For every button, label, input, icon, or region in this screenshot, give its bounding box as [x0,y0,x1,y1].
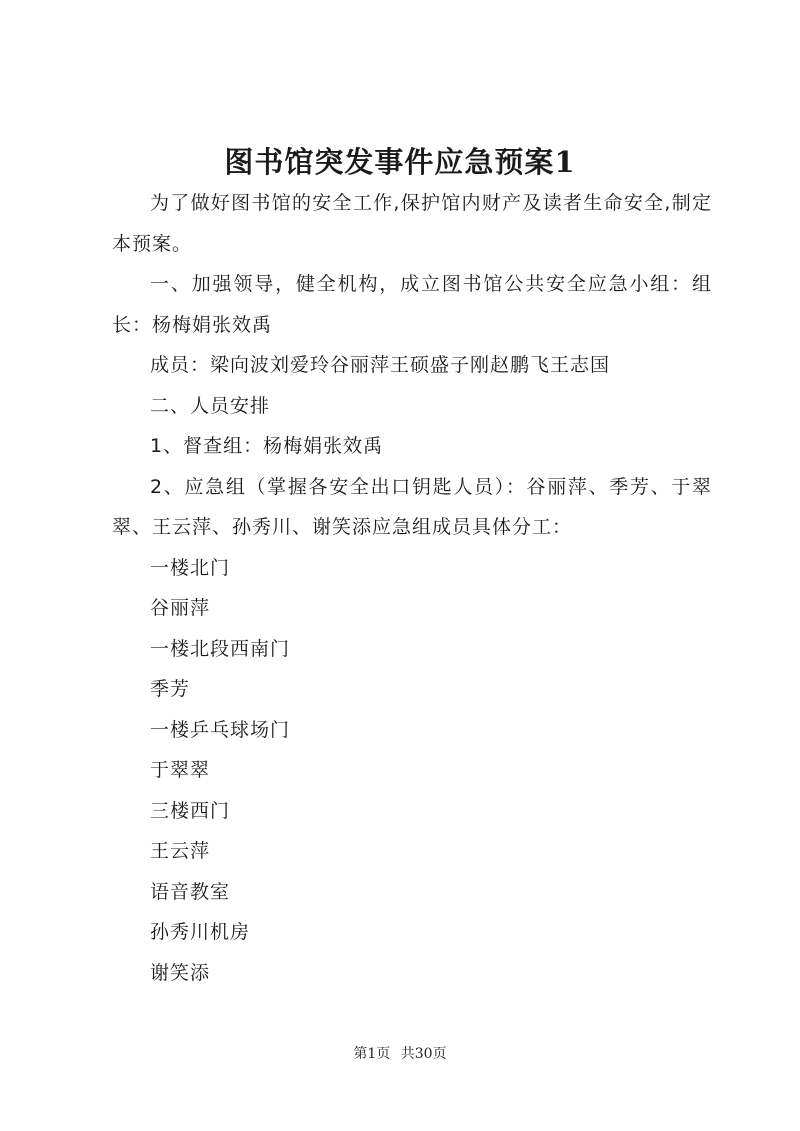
paragraph-intro: 为了做好图书馆的安全工作,保护馆内财产及读者生命安全,制定本预案。 [112,192,712,255]
paragraph-section-staffing: 二、人员安排 [150,394,271,417]
list-item: 三楼西门 [150,799,231,822]
list-item: 谢笑添 [150,961,211,984]
paragraph-leadership: 一、加强领导，健全机构，成立图书馆公共安全应急小组：组长：杨梅娟张效禹 [112,273,712,336]
page-footer [0,1044,800,1064]
list-item: 王云萍 [150,840,211,862]
page-total: 共30页 [400,1046,447,1062]
list-item: 一楼北段西南门 [150,637,291,660]
list-item: 季芳 [150,678,191,700]
list-item: 孙秀川机房 [150,921,251,943]
list-item: 一楼乒乓球场门 [150,718,291,741]
page-number: 第1页 [353,1046,391,1062]
document-body [112,183,712,993]
list-item: 语音教室 [150,880,231,903]
paragraph-inspection-group: 1、督查组：杨梅娟张效禹 [150,435,384,457]
list-item: 于翠翠 [150,759,211,781]
document-title: 图书馆突发事件应急预案1 [224,145,576,179]
paragraph-emergency-group: 2、应急组（掌握各安全出口钥匙人员）：谷丽萍、季芳、于翠翠、王云萍、孙秀川、谢笑添应急组成员具体分工： [112,475,712,538]
paragraph-members: 成员：梁向波刘爱玲谷丽萍王硕盛子刚赵鹏飞王志国 [150,354,611,376]
list-item: 一楼北门 [150,556,231,579]
list-item: 谷丽萍 [150,597,211,619]
